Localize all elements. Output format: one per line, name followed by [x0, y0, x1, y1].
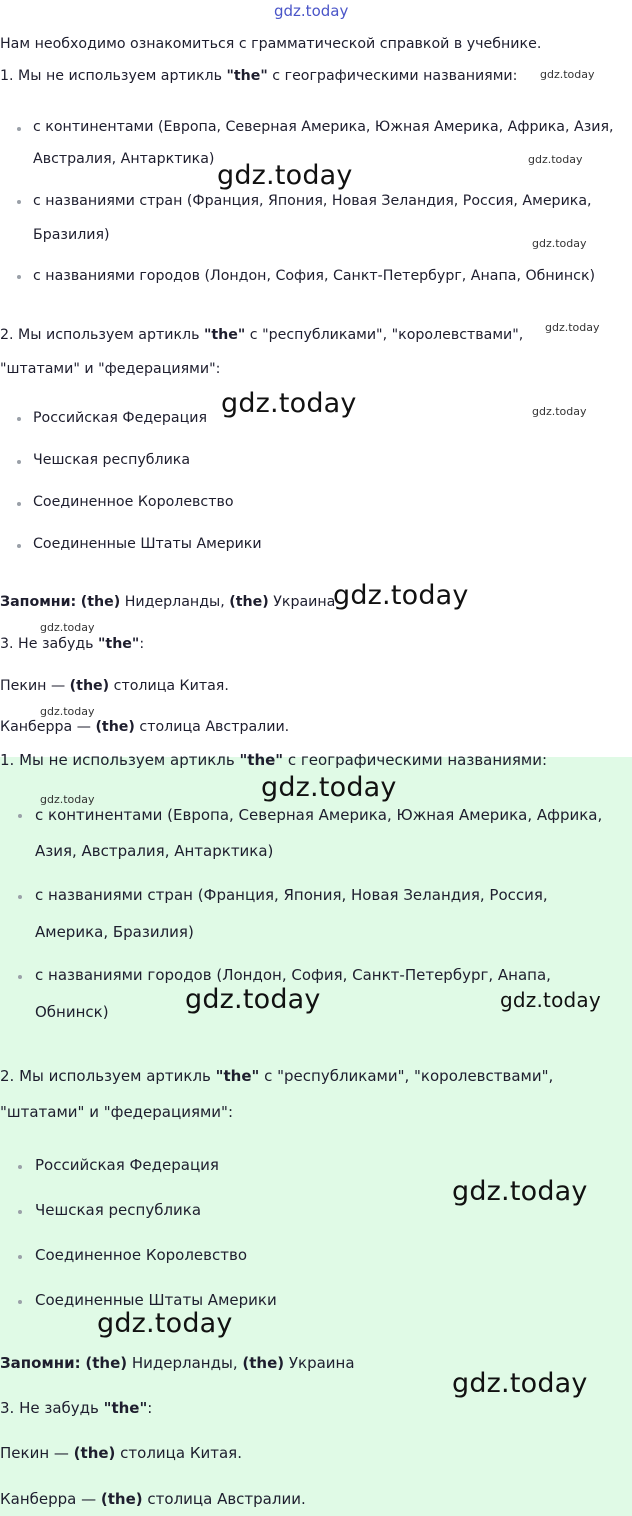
bullet-dot [18, 1300, 22, 1304]
rule-1-heading: 1. Мы не используем артикль "the" с географическими названиями: [0, 68, 518, 84]
bullet-dot [18, 1165, 22, 1169]
bullet-dot [18, 814, 22, 818]
bullet-dot [18, 1210, 22, 1214]
list-item-continents-cont: Австралия, Антарктика) [33, 151, 215, 167]
watermark: gdz.today [545, 321, 600, 334]
watermark: gdz.today [452, 1368, 588, 1399]
rule-2-heading-repeat-cont: "штатами" и "федерациями": [0, 1103, 233, 1121]
bullet-dot [17, 417, 21, 421]
list-item-countries-repeat-cont: Америка, Бразилия) [35, 923, 194, 941]
remember-note-repeat: Запомни: (the) Нидерланды, (the) Украина [0, 1354, 355, 1372]
watermark: gdz.today [97, 1308, 233, 1339]
remember-note: Запомни: (the) Нидерланды, (the) Украина [0, 594, 336, 610]
watermark: gdz.today [185, 984, 321, 1015]
bullet-dot [17, 275, 21, 279]
list-item-cities: с названиями городов (Лондон, София, Санкт-Петербург, Анапа, Обнинск) [33, 268, 596, 284]
watermark: gdz.today [40, 705, 95, 718]
rule-3-heading: 3. Не забудь "the": [0, 636, 145, 652]
list-item-czech: Чешская республика [33, 452, 191, 468]
rule-1-heading-repeat: 1. Мы не используем артикль "the" с географическими названиями: [0, 751, 548, 769]
list-item-continents: с континентами (Европа, Северная Америка, Южная Америка, Африка, Азия, [33, 119, 614, 135]
list-item-cities-repeat-cont: Обнинск) [35, 1003, 109, 1021]
list-item-federation-repeat: Российская Федерация [35, 1156, 219, 1174]
example-canberra: Канберра — (the) столица Австралии. [0, 719, 290, 735]
example-canberra-repeat: Канберра — (the) столица Австралии. [0, 1490, 306, 1508]
bullet-dot [17, 127, 21, 131]
list-item-usa: Соединенные Штаты Америки [33, 536, 262, 552]
rule-2-heading-cont: "штатами" и "федерациями": [0, 361, 221, 377]
list-item-cities-repeat: с названиями городов (Лондон, София, Санкт-Петербург, Анапа, [35, 966, 551, 984]
list-item-continents-repeat: с континентами (Европа, Северная Америка, Южная Америка, Африка, [35, 806, 603, 824]
bullet-dot [18, 895, 22, 899]
bullet-dot [17, 544, 21, 548]
list-item-countries-repeat: с названиями стран (Франция, Япония, Новая Зеландия, Россия, [35, 886, 548, 904]
bullet-dot [17, 460, 21, 464]
watermark: gdz.today [532, 237, 587, 250]
watermark: gdz.today [217, 160, 353, 191]
watermark: gdz.today [221, 388, 357, 419]
watermark: gdz.today [40, 621, 95, 634]
list-item-countries: с названиями стран (Франция, Япония, Новая Зеландия, Россия, Америка, [33, 193, 592, 209]
bullet-dot [18, 975, 22, 979]
list-item-continents-repeat-cont: Азия, Австралия, Антарктика) [35, 842, 274, 860]
rule-2-heading: 2. Мы используем артикль "the" с "республиками", "королевствами", [0, 327, 524, 343]
watermark: gdz.today [333, 580, 469, 611]
watermark: gdz.today [528, 153, 583, 166]
intro-text: Нам необходимо ознакомиться с грамматической справкой в учебнике. [0, 36, 542, 52]
list-item-czech-repeat: Чешская республика [35, 1201, 202, 1219]
bullet-dot [17, 200, 21, 204]
rule-3-heading-repeat: 3. Не забудь "the": [0, 1399, 153, 1417]
list-item-countries-cont: Бразилия) [33, 227, 110, 243]
list-item-usa-repeat: Соединенные Штаты Америки [35, 1291, 277, 1309]
list-item-kingdom: Соединенное Королевство [33, 494, 234, 510]
bullet-dot [17, 502, 21, 506]
rule-2-heading-repeat: 2. Мы используем артикль "the" с "республиками", "королевствами", [0, 1067, 554, 1085]
list-item-federation: Российская Федерация [33, 410, 207, 426]
watermark: gdz.today [500, 988, 601, 1012]
bullet-dot [18, 1255, 22, 1259]
watermark: gdz.today [40, 793, 95, 806]
watermark: gdz.today [452, 1176, 588, 1207]
watermark: gdz.today [540, 68, 595, 81]
example-beijing: Пекин — (the) столица Китая. [0, 678, 229, 694]
watermark: gdz.today [261, 772, 397, 803]
watermark: gdz.today [532, 405, 587, 418]
watermark-header: gdz.today [274, 2, 349, 20]
example-beijing-repeat: Пекин — (the) столица Китая. [0, 1444, 242, 1462]
list-item-kingdom-repeat: Соединенное Королевство [35, 1246, 248, 1264]
